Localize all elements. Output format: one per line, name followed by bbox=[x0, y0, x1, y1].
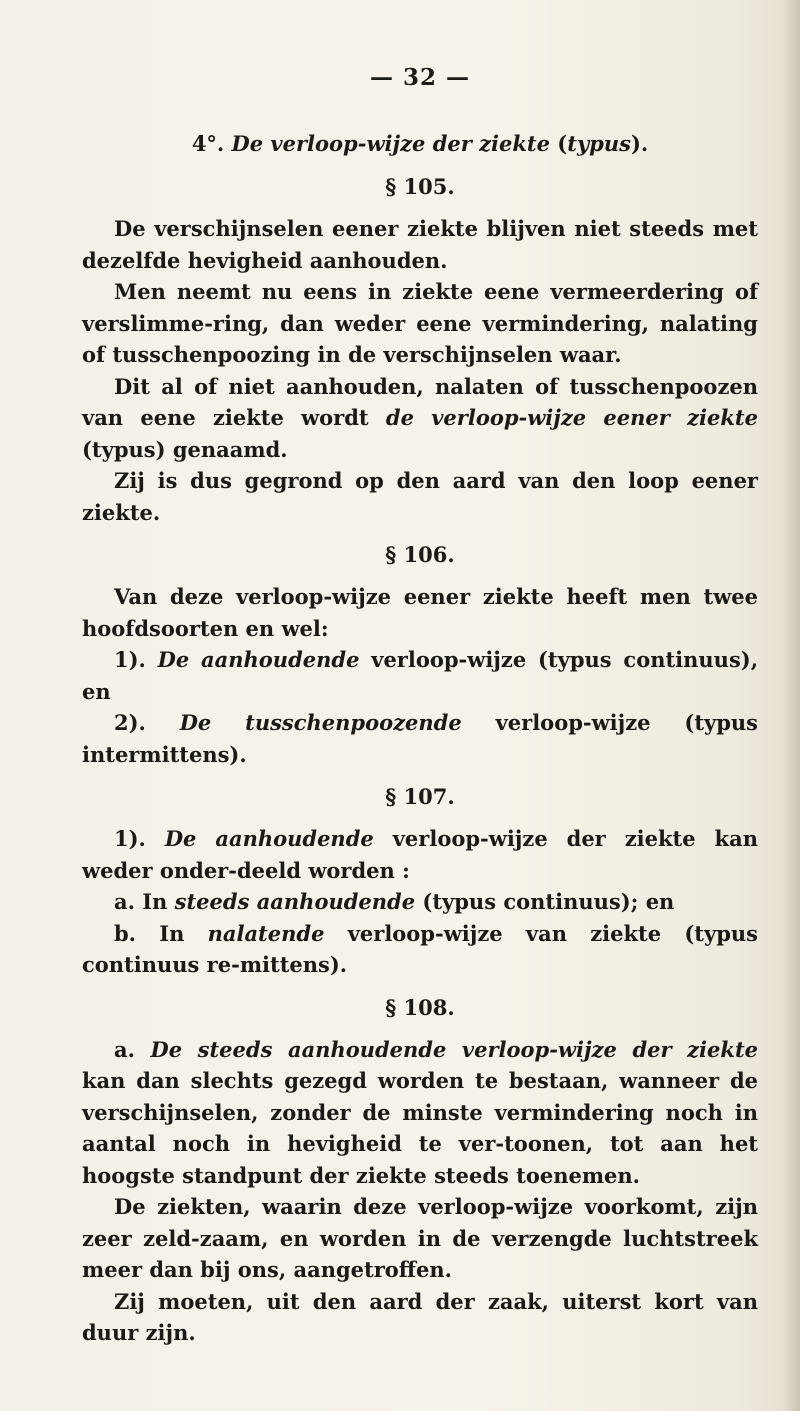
spacer bbox=[82, 770, 758, 784]
emphasis-term: steeds aanhoudende bbox=[174, 889, 416, 914]
paragraph: Zij is dus gegrond op den aard van den loop eener ziekte. bbox=[82, 468, 758, 525]
item-number: 2). bbox=[114, 710, 180, 735]
spacer bbox=[82, 528, 758, 542]
heading-open-paren: ( bbox=[550, 131, 568, 156]
paragraph bbox=[82, 823, 758, 886]
section-106-title: § 106. bbox=[385, 542, 455, 567]
item-number: 1). bbox=[114, 647, 158, 672]
emphasis-term: De steeds aanhoudende verloop-wijze der ziekte bbox=[150, 1036, 759, 1062]
list-item bbox=[82, 707, 758, 770]
page-edge-shadow bbox=[782, 0, 800, 1411]
list-item bbox=[82, 644, 758, 707]
paragraph: Van deze verloop-wijze eener ziekte heeft men twee hoofdsoorten en wel: bbox=[82, 584, 758, 641]
list-item bbox=[82, 886, 758, 918]
section-107-title: § 107. bbox=[385, 784, 455, 809]
text-run: verloop-wijze van ziekte (typus continuus re-mittens). bbox=[82, 920, 758, 977]
text-run: kan dan slechts gezegd worden te bestaan, wanneer de verschijnselen, zonder de minste vermindering noch in aantal noch in hevigheid te ver-toonen, tot aan het hoogste standpunt der ziekte steeds toenemen. bbox=[82, 1068, 758, 1188]
emphasis-term: De aanhoudende bbox=[164, 826, 374, 851]
emphasis-term: De tusschenpoozende bbox=[179, 710, 462, 735]
section-108-title: § 108. bbox=[385, 994, 455, 1020]
emphasis-term: De aanhoudende bbox=[157, 647, 360, 672]
paragraph: De ziekten, waarin deze verloop-wijze voorkomt, zijn zeer zeld-zaam, en worden in de verzengde luchtstreek meer dan bij ons, aangetroffen. bbox=[82, 1194, 758, 1282]
text-run: verloop-wijze (typus continuus), en bbox=[82, 647, 759, 704]
item-number: 1). bbox=[114, 826, 165, 851]
chapter-heading bbox=[82, 131, 758, 156]
text-run: (typus continuus); en bbox=[415, 889, 675, 914]
heading-prefix: 4°. bbox=[191, 131, 232, 156]
text-run: verloop-wijze (typus intermittens). bbox=[82, 710, 758, 767]
page-text bbox=[82, 64, 758, 1349]
text-run: a. In bbox=[114, 889, 175, 914]
emphasis-term: de verloop-wijze eener ziekte bbox=[385, 405, 758, 430]
heading-title: De verloop-wijze der ziekte bbox=[231, 131, 550, 156]
paragraph: Zij moeten, uit den aard der zaak, uiterst kort van duur zijn. bbox=[82, 1288, 758, 1345]
spacer bbox=[82, 981, 758, 995]
list-item bbox=[82, 918, 758, 981]
text-run: b. In bbox=[114, 920, 208, 946]
text-run: (typus) genaamd. bbox=[82, 436, 288, 462]
item-number: a. bbox=[114, 1036, 151, 1062]
page-number: — 32 — bbox=[369, 64, 471, 91]
text-run: Dit al of niet aanhouden, nalaten of tusschenpoozen van eene ziekte wordt bbox=[82, 373, 758, 430]
paragraph: De verschijnselen eener ziekte blijven niet steeds met dezelfde hevigheid aanhouden. bbox=[82, 216, 758, 273]
heading-typus: typus bbox=[567, 131, 631, 156]
paragraph bbox=[82, 1034, 758, 1192]
emphasis-term: nalatende bbox=[207, 920, 325, 946]
text-run: verloop-wijze der ziekte kan weder onder-deeld worden : bbox=[82, 826, 758, 883]
heading-close-paren: ). bbox=[630, 131, 649, 156]
paragraph: Men neemt nu eens in ziekte eene vermeerdering of verslimme-ring, dan weder eene vermindering, nalating of tusschenpoozing in de verschijnselen waar. bbox=[82, 279, 758, 367]
section-105-title: § 105. bbox=[385, 174, 455, 199]
paragraph bbox=[82, 371, 758, 466]
